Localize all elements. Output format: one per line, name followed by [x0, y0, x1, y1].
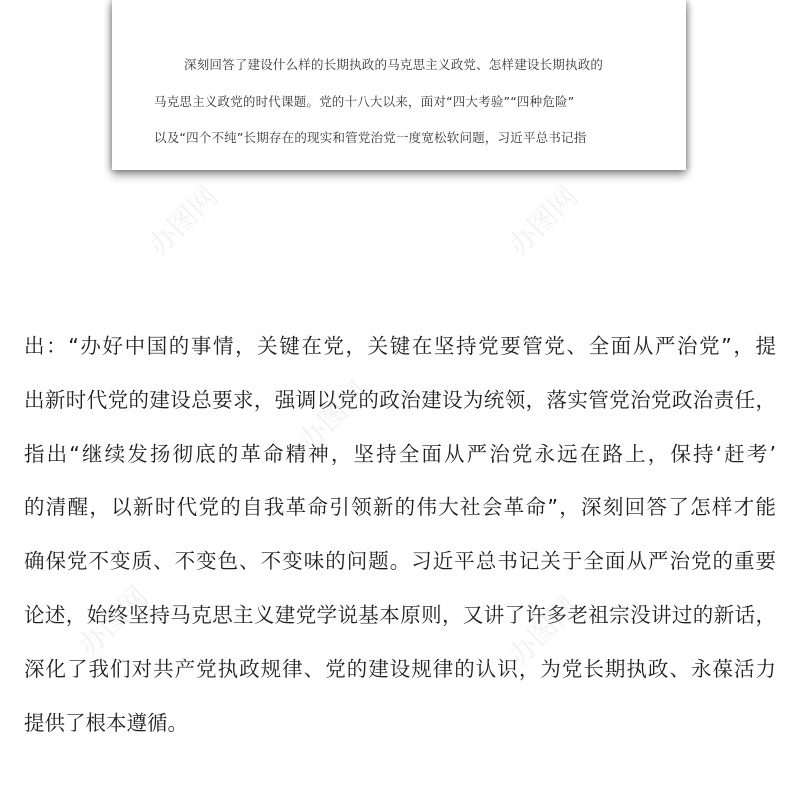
body-line-4: 的清醒，以新时代党的自我革命引领新的伟大社会革命”，深刻回答了怎样才能: [24, 495, 776, 520]
card-line-2: 马克思主义政党的时代课题。党的十八大以来，面对“四大考验”“四种危险”: [154, 94, 575, 109]
body-line-6: 论述，始终坚持马克思主义建党学说基本原则，又讲了许多老祖宗没讲过的新话，: [24, 602, 776, 627]
card-line-1: 深刻回答了建设什么样的长期执政的马克思主义政党、怎样建设长期执政的: [184, 57, 604, 72]
body-paragraph: [24, 329, 776, 759]
body-line-1: 出：“办好中国的事情，关键在党，关键在坚持党要管党、全面从严治党”，提: [24, 334, 776, 358]
body-line-7: 深化了我们对共产党执政规律、党的建设规律的认识，为党长期执政、永葆活力: [24, 656, 776, 681]
watermark-text: 办图网: [501, 179, 585, 263]
card-line-3: 以及“四个不纯”长期存在的现实和管党治党一度宽松软问题，习近平总书记指: [154, 130, 587, 145]
watermark-text: 办图网: [141, 179, 225, 263]
body-line-3: 指出“继续发扬彻底的革命精神，坚持全面从严治党永远在路上，保持‘赶考’: [24, 441, 776, 466]
body-line-2: 出新时代党的建设总要求，强调以党的政治建设为统领，落实管党治党政治责任，: [24, 387, 776, 412]
watermark-text: 办图网: [71, 579, 155, 663]
body-line-8: 提供了根本遵循。: [24, 710, 188, 735]
body-line-5: 确保党不变质、不变色、不变味的问题。习近平总书记关于全面从严治党的重要: [24, 549, 776, 574]
document-card: [112, 0, 686, 170]
watermark-text: 办图网: [291, 374, 375, 458]
watermark-text: 办图网: [501, 589, 585, 673]
